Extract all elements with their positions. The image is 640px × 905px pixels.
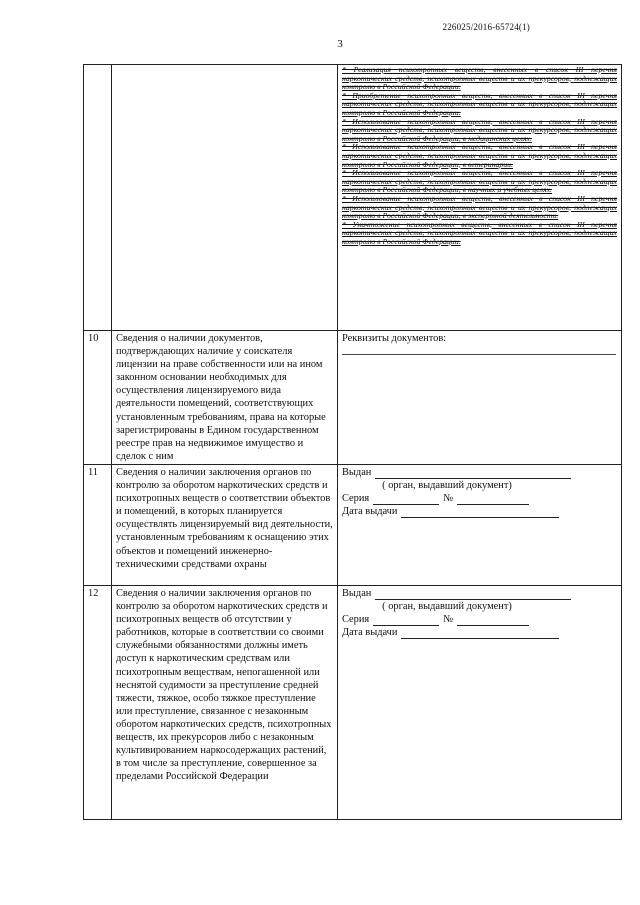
number-label: №	[443, 493, 454, 505]
activity-item: * Реализация психотропных веществ, внесенных в список III перечня наркотических средств, психотропных веществ и их прекурсоров, подлежащих контролю в Российской Федерации.	[342, 65, 617, 92]
issued-by-label: Выдан	[342, 588, 372, 599]
series-number-line	[342, 613, 617, 626]
series-number-line	[342, 492, 617, 505]
activity-item: * Использование психотропных веществ, внесенных в список III перечня наркотических средств, психотропных веществ и их прекурсоров, подлежащих контролю в Российской Федерации, в экспертной деятельности.	[342, 193, 617, 221]
table-row	[84, 465, 622, 586]
activity-item: * Использование психотропных веществ, внесенных в список III перечня наркотических средств, психотропных веществ и их прекурсоров, подлежащих контролю в Российской Федерации, в ветеринарии.	[342, 142, 617, 169]
row-number: 10	[84, 331, 112, 465]
activity-item: * Использование психотропных веществ, внесенных в список III перечня наркотических средств, психотропных веществ и их прекурсоров, подлежащих контролю в Российской Федерации, в научных и учебных целях.	[342, 168, 617, 195]
issue-date-field[interactable]	[401, 627, 559, 639]
application-form-table	[83, 64, 622, 820]
document-details-label: Реквизиты документов:	[342, 333, 447, 344]
issue-date-field[interactable]	[401, 506, 559, 518]
conclusion-details-cell	[338, 586, 622, 820]
table-row	[84, 586, 622, 820]
page-number: 3	[337, 38, 343, 50]
series-field[interactable]	[373, 493, 439, 505]
issued-by-line	[342, 587, 617, 600]
activity-item: * Использование психотропных веществ, внесенных в список III перечня наркотических средств, психотропных веществ и их прекурсоров, подлежащих контролю в Российской Федерации, в медицинских целях.	[342, 116, 617, 143]
conclusion-details-cell	[338, 465, 622, 586]
issuer-hint: ( орган, выдавший документ)	[382, 601, 512, 613]
document-details-field[interactable]	[342, 354, 616, 355]
activity-item: * Уничтожение психотропных веществ, внесенных в список III перечня наркотических средств, психотропных веществ и их прекурсоров, подлежащих контролю в Российской Федерации.	[342, 219, 617, 246]
number-label: №	[443, 614, 454, 626]
row-description: Сведения о наличии заключения органов по контролю за оборотом наркотических средств и психотропных веществ о соответствии объектов и помещений, в которых планируется осуществлять лицензируемый вид деятельности, установленным требованиям к оснащению этих объектов и помещений инженерно-техническими средствами охраны	[112, 465, 338, 586]
issue-date-line	[342, 626, 617, 639]
issue-date-line	[342, 505, 617, 518]
activity-items-cell	[338, 65, 622, 331]
issue-date-label: Дата выдачи	[342, 506, 398, 518]
activity-item: * Приобретение психотропных веществ, внесенных в список III перечня наркотических средств, психотропных веществ и их прекурсоров, подлежащих контролю в Российской Федерации.	[342, 90, 617, 117]
series-label: Серия	[342, 493, 370, 505]
table-row	[84, 331, 622, 465]
issued-by-field[interactable]	[375, 588, 571, 600]
row-number: 12	[84, 586, 112, 820]
issuer-hint: ( орган, выдавший документ)	[382, 480, 512, 492]
row-description: Сведения о наличии документов, подтверждающих наличие у соискателя лицензии на праве собственности или на ином законном основании необходимых для осуществления лицензируемого вида деятельности помещений, соответствующих установленным требованиям, права на которые зарегистрированы в Едином государственном реестре прав на недвижимое имущество и сделок с ним	[112, 331, 338, 465]
row-description: Сведения о наличии заключения органов по контролю за оборотом наркотических средств и психотропных веществ об отсутствии у работников, которые в соответствии со своими служебными обязанностями должны иметь доступ к наркотическим средствам или психотропным веществам, непогашенной или неснятой судимости за преступление средней тяжести, тяжкое, особо тяжкое преступление или преступление, связанное с незаконным оборотом наркотических средств, психотропных веществ, их прекурсоров либо с незаконным культивированием наркосодержащих растений, в том числе за преступление, совершенное за пределами Российской Федерации	[112, 586, 338, 820]
table-row	[84, 65, 622, 331]
issue-date-label: Дата выдачи	[342, 627, 398, 639]
issued-by-field[interactable]	[375, 467, 571, 479]
series-field[interactable]	[373, 614, 439, 626]
row-number: 11	[84, 465, 112, 586]
number-field[interactable]	[457, 614, 529, 626]
document-details-cell	[338, 331, 622, 465]
series-label: Серия	[342, 614, 370, 626]
document-id: 226025/2016-65724(1)	[442, 22, 530, 32]
row-number	[84, 65, 112, 331]
activity-items-list	[342, 66, 617, 246]
issued-by-label: Выдан	[342, 467, 372, 478]
number-field[interactable]	[457, 493, 529, 505]
row-description	[112, 65, 338, 331]
issued-by-line	[342, 466, 617, 479]
